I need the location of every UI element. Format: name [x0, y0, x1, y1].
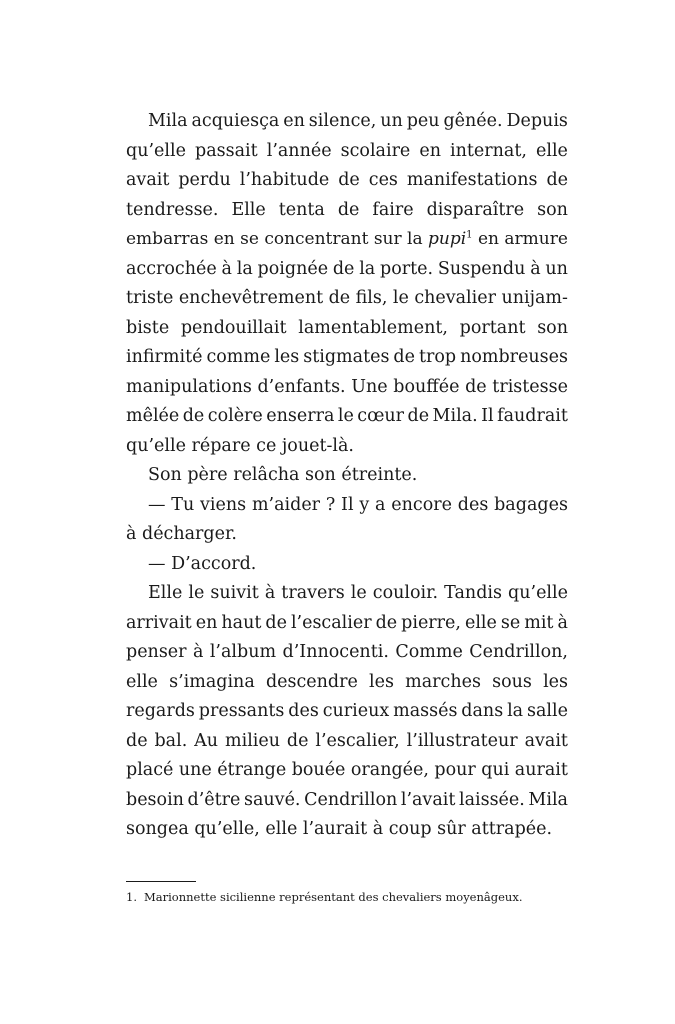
text-line: accrochée à la poignée de la porte. Suspendu à un	[126, 258, 568, 279]
text-line: — D’accord.	[148, 553, 257, 574]
text-line: Elle le suivit à travers le couloir. Tandis qu’elle	[148, 583, 568, 603]
footnote-ref[interactable]: 1	[466, 229, 473, 241]
text-line: mêlée de colère enserra le cœur de Mila. Il faudrait	[126, 406, 568, 426]
footnote-divider	[126, 881, 196, 882]
footnote	[126, 889, 586, 905]
text-line: à décharger.	[126, 524, 237, 544]
pupi-line: embarras en se concentrant sur la pupi$^1$ en armure	[126, 229, 568, 249]
text-line: penser à l’album d’Innocenti. Comme Cendrillon,	[126, 642, 568, 662]
text-line: manipulations d’enfants. Une bouffée de tristesse	[126, 376, 568, 397]
text-line: biste pendouillait lamentablement, portant son	[126, 317, 568, 338]
text-line	[126, 225, 568, 255]
text-line: arrivait en haut de l’escalier de pierre, elle se mit à	[126, 612, 568, 633]
text-line: qu’elle passait l’année scolaire en internat, elle	[126, 140, 568, 161]
pupi-word: pupi	[428, 229, 467, 249]
text-line: — Tu viens m’aider ? Il y a encore des bagages	[148, 494, 568, 515]
text-line: Mila acquiesça en silence, un peu gênée. Depuis	[148, 111, 568, 131]
footnote-text: Marionnette sicilienne représentant des chevaliers moyenâgeux.	[143, 890, 523, 904]
text-line: Son père relâcha son étreinte.	[148, 465, 418, 485]
text-line: infirmité comme les stigmates de trop nombreuses	[126, 347, 568, 367]
text-line: de bal. Au milieu de l’escalier, l’illustrateur avait	[126, 730, 568, 751]
text-line: tendresse. Elle tenta de faire disparaître son	[126, 199, 568, 220]
text-line: besoin d’être sauvé. Cendrillon l’avait laissée. Mila	[126, 789, 568, 810]
footnote-number: 1.	[126, 890, 137, 904]
text-line: avait perdu l’habitude de ces manifestations de	[126, 170, 568, 190]
text-line: triste enchevêtrement de fils, le chevalier unijam-	[126, 288, 568, 308]
body-text	[126, 107, 568, 845]
text-line: songea qu’elle, elle l’aurait à coup sûr attrapée.	[126, 819, 553, 839]
text-line: qu’elle répare ce jouet-là.	[126, 435, 354, 456]
text-line: regards pressants des curieux massés dans la salle	[126, 701, 568, 721]
text-line: elle s’imagina descendre les marches sous les	[126, 671, 568, 692]
text-line: placé une étrange bouée orangée, pour qui aurait	[126, 760, 568, 780]
